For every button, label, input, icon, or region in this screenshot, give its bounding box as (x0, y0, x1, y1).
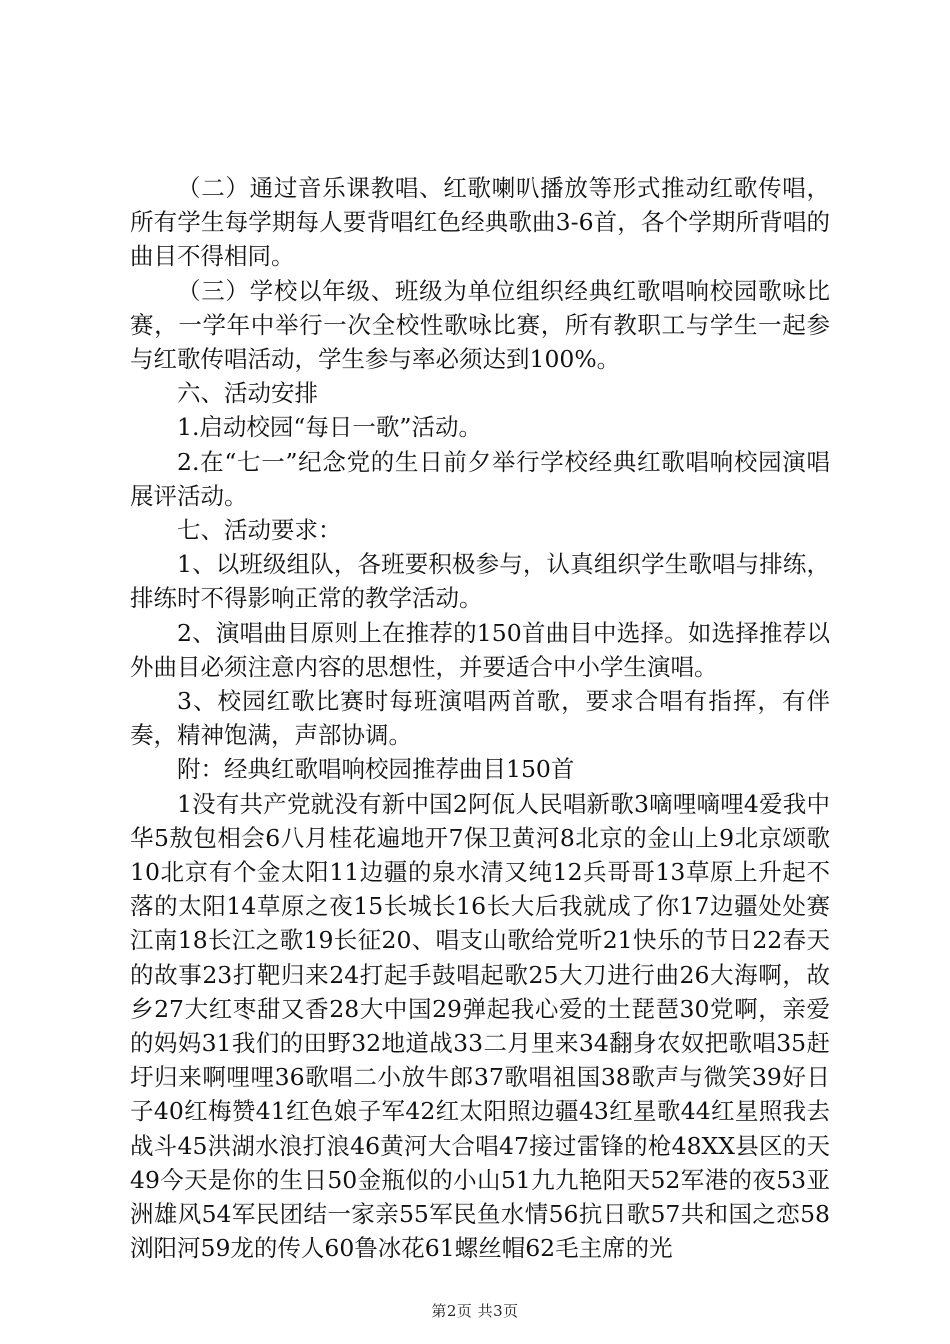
schedule-item-2: 2.在“七一”纪念党的生日前夕举行学校经典红歌唱响校园演唱展评活动。 (130, 447, 830, 510)
page-number-footer: 第2页 共3页 (431, 1302, 519, 1320)
schedule-item-1: 1.启动校园“每日一歌”活动。 (177, 413, 482, 442)
section-heading-requirements: 七、活动要求： (177, 516, 342, 545)
paragraph-method-2: （二）通过音乐课教唱、红歌喇叭播放等形式推动红歌传唱，所有学生每学期每人要背唱红色经典歌曲3-6首，各个学期所背唱的曲目不得相同。 (130, 174, 830, 271)
section-heading-schedule: 六、活动安排 (177, 379, 318, 408)
song-list: 1没有共产党就没有新中国2阿佤人民唱新歌3嘀哩嘀哩4爱我中华5敖包相会6八月桂花遍地开7保卫黄河8北京的金山上9北京颂歌10北京有个金太阳11边疆的泉水清又纯12兵哥哥13草原上升起不落的太阳14草原之夜15长城长16长大后我就成了你17边疆处处赛江南18长江之歌19长征20、唱支山歌给党听21快乐的节日22春天的故事23打靶归来24打起手鼓唱起歌25大刀进行曲26大海啊，故乡27大红枣甜又香28大中国29弹起我心爱的土琵琶30党啊，亲爱的妈妈31我们的田野32地道战33二月里来34翻身农奴把歌唱35赶圩归来啊哩哩36歌唱二小放牛郎37歌唱祖国38歌声与微笑39好日子40红梅赞41红色娘子军42红太阳照边疆43红星歌44红星照我去战斗45洪湖水浪打浪46黄河大合唱47接过雷锋的枪48XX县区的天49今天是你的生日50金瓶似的小山51九九艳阳天52军港的夜53亚洲雄风54军民团结一家亲55军民鱼水情56抗日歌57共和国之恋58浏阳河59龙的传人60鲁冰花61螺丝帽62毛主席的光 (130, 789, 830, 1263)
appendix-heading: 附：经典红歌唱响校园推荐曲目150首 (177, 755, 575, 784)
document-body (130, 171, 830, 1266)
requirement-item-1: 1、以班级组队，各班要积极参与，认真组织学生歌唱与排练，排练时不得影响正常的教学活动。 (130, 550, 830, 613)
requirement-item-2: 2、演唱曲目原则上在推荐的150首曲目中选择。如选择推荐以外曲目必须注意内容的思想性，并要适合中小学生演唱。 (130, 618, 830, 681)
paragraph-method-3: （三）学校以年级、班级为单位组织经典红歌唱响校园歌咏比赛，一学年中举行一次全校性歌咏比赛，所有教职工与学生一起参与红歌传唱活动，学生参与率必须达到100%。 (130, 276, 830, 374)
requirement-item-3: 3、校园红歌比赛时每班演唱两首歌，要求合唱有指挥，有伴奏，精神饱满，声部协调。 (130, 687, 830, 750)
